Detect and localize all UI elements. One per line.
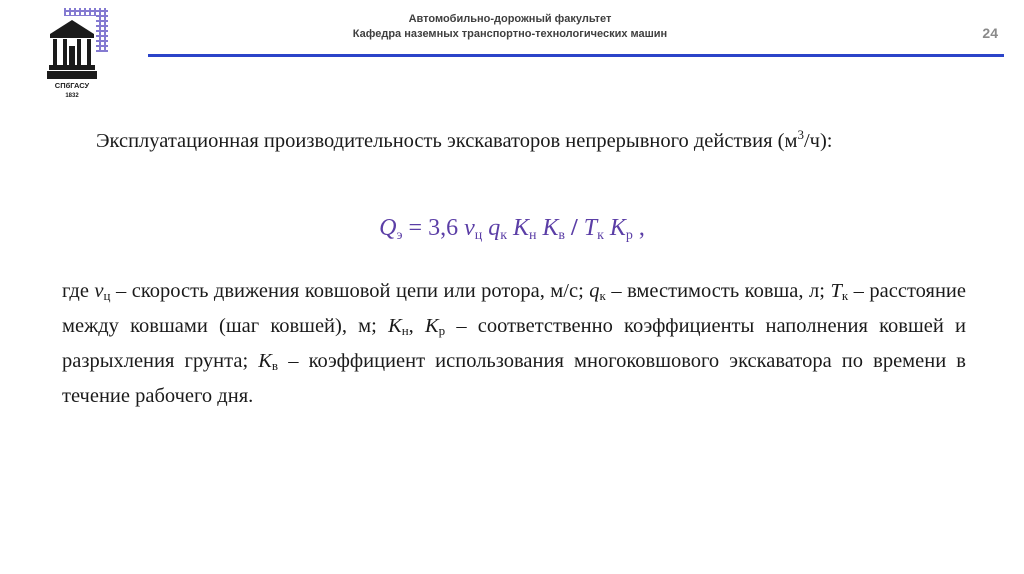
formula-slash: / <box>571 215 578 241</box>
intro-text: Эксплуатационная производительность экскаваторов непрерывного действия <box>96 129 773 152</box>
intro-unit-suffix: /ч): <box>803 129 833 152</box>
def-q: q <box>589 280 600 302</box>
def-kv-sub: в <box>271 358 279 373</box>
intro-unit-sup: 3 <box>797 127 804 142</box>
formula-equals: = 3,6 <box>408 215 459 241</box>
university-logo <box>46 14 98 100</box>
formula-qk-sub: к <box>500 228 508 243</box>
formula-q-sub: э <box>396 228 403 243</box>
def-v: v <box>94 280 104 302</box>
def-text-1: где <box>62 280 95 302</box>
def-v-sub: ц <box>103 288 111 303</box>
formula-kv: К <box>542 215 559 241</box>
def-kr: К <box>424 315 439 337</box>
def-kn: К <box>388 315 402 337</box>
formula-t: Т <box>583 215 598 241</box>
header-department: Кафедра наземных транспортно-технологических машин <box>352 28 668 40</box>
def-q-sub: к <box>599 288 606 303</box>
def-text-7: – коэффициент использования многоковшового экскаватора по времени в течение рабочего дня. <box>62 350 966 407</box>
logo-year: 1832 <box>65 93 79 99</box>
def-kv: К <box>258 350 272 372</box>
def-text-3: – вместимость ковша, л; <box>605 280 831 302</box>
formula-tail: , <box>638 215 645 241</box>
header-faculty: Автомобильно-дорожный факультет <box>408 13 612 25</box>
def-t-sub: к <box>841 288 849 303</box>
formula-kr: К <box>609 215 626 241</box>
def-text-6: – соответственно коэффициенты наполнения ковшей и разрыхления грунта; <box>62 315 966 372</box>
def-text-5: , <box>408 315 425 337</box>
productivity-formula <box>0 208 1024 256</box>
definition-paragraph <box>62 276 966 412</box>
page-number: 24 <box>982 25 998 41</box>
def-kn-sub: н <box>401 323 409 338</box>
formula-v-sub: ц <box>474 228 483 243</box>
formula-q: Q <box>379 215 397 241</box>
def-t: Т <box>830 280 842 302</box>
intro-unit-prefix: (м <box>777 129 798 152</box>
formula-kn: К <box>513 215 529 241</box>
intro-paragraph <box>62 119 966 157</box>
def-text-4: – расстояние между ковшами (шаг ковшей), м; <box>62 280 966 337</box>
formula-t-sub: к <box>597 228 604 243</box>
def-text-2: – скорость движения ковшовой цепи или ротора, м/с; <box>110 280 590 302</box>
formula-kv-sub: в <box>558 228 566 243</box>
logo-text: СПбГАСУ <box>54 81 90 90</box>
def-kr-sub: р <box>438 323 446 338</box>
formula-v: v <box>464 215 475 241</box>
slide-header <box>330 12 690 42</box>
formula-kr-sub: р <box>625 228 633 243</box>
formula-kn-sub: н <box>528 228 537 243</box>
header-divider <box>148 54 1004 57</box>
formula-qk: q <box>488 215 501 241</box>
